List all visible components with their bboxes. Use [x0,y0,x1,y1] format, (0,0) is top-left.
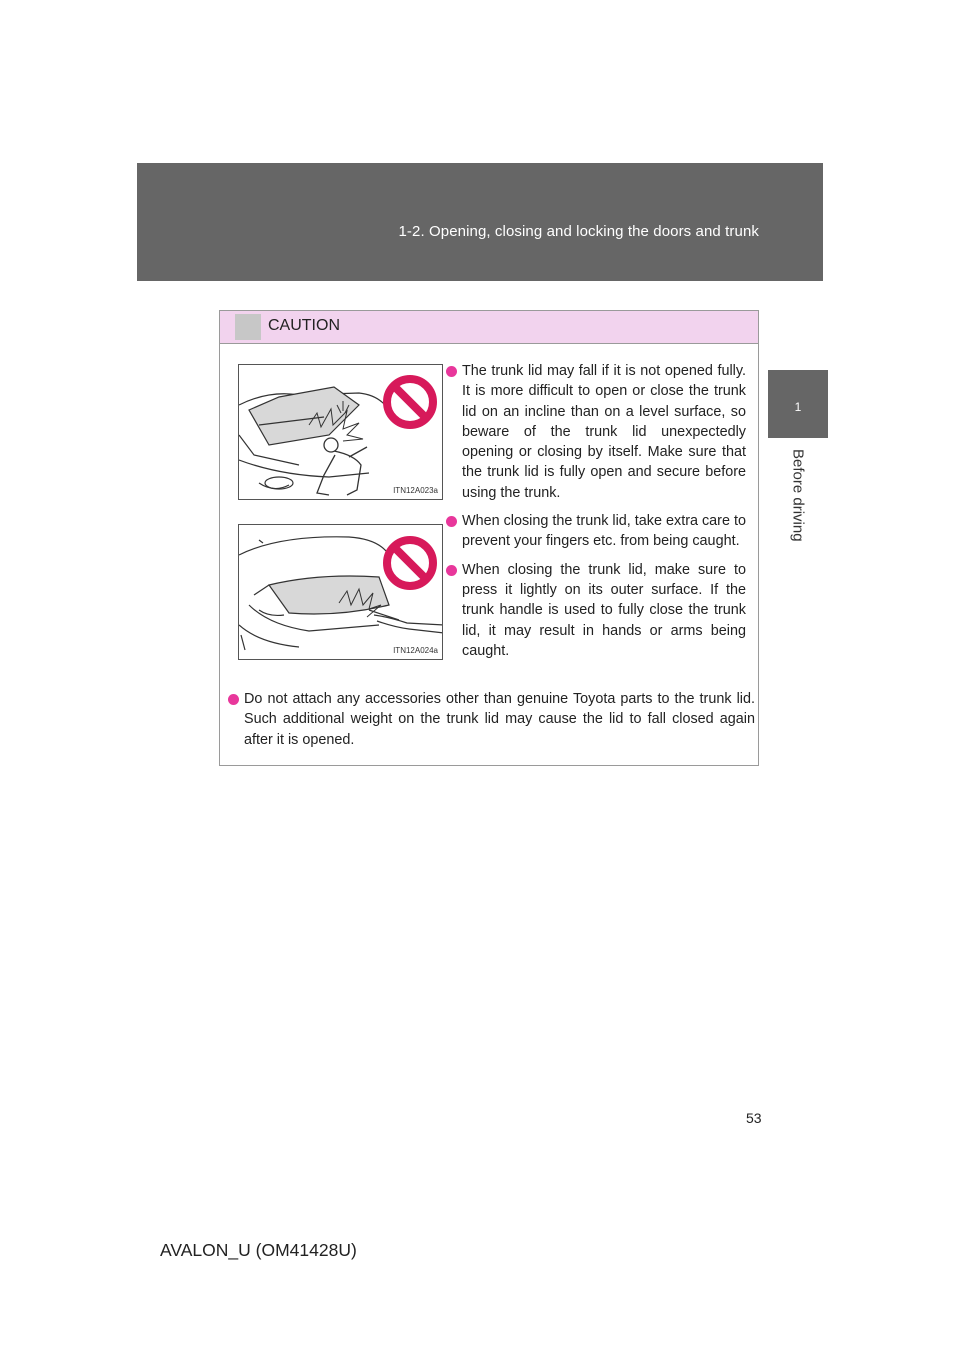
bullet-dot-icon [228,694,239,705]
prohibited-icon [387,540,433,586]
list-item [446,361,746,503]
caution-marker [235,314,261,340]
bullet-dot-icon [446,516,457,527]
caution-title: CAUTION [268,317,340,334]
page-number: 53 [746,1110,762,1126]
finger-caught-illustration [239,525,443,660]
chapter-number: 1 [794,400,802,414]
header-band [137,163,823,281]
figure-code: ITN12A024a [393,646,438,655]
bullet-text: When closing the trunk lid, make sure to press it lightly on its outer surface. If the trunk handle is used to fully close the trunk lid, it may result in hands or arms being caught. [462,561,746,659]
side-bullet-list [446,361,746,669]
caution-header [220,311,758,344]
footer-model: AVALON_U (OM41428U) [160,1240,357,1260]
section-title: 1-2. Opening, closing and locking the doors and trunk [398,223,759,240]
chapter-label: Before driving [789,449,807,542]
list-item [446,560,746,661]
bullet-dot-icon [446,366,457,377]
list-item [228,689,755,750]
bullet-text: The trunk lid may fall if it is not opened fully. It is more difficult to open or close the trunk lid on an incline than on a level surface, so beware of the trunk lid unexpectedly opening or closing by itself. Make sure that the trunk lid is fully open and secure before using the trunk. [462,363,746,501]
chapter-tab [768,370,828,438]
bullet-text: Do not attach any accessories other than genuine Toyota parts to the trunk lid. Such additional weight on the trunk lid may cause the lid to fall closed again after it is opened. [244,691,755,748]
full-bullet-list [228,689,755,758]
figure-trunk-falling [238,364,443,500]
bullet-dot-icon [446,565,457,576]
prohibited-icon [387,379,433,425]
bullet-text: When closing the trunk lid, take extra care to prevent your fingers etc. from being caught. [462,513,746,550]
figure-code: ITN12A023a [393,486,438,495]
trunk-falling-illustration [239,365,443,500]
list-item [446,511,746,552]
figure-finger-caught [238,524,443,660]
caution-box [219,310,759,766]
